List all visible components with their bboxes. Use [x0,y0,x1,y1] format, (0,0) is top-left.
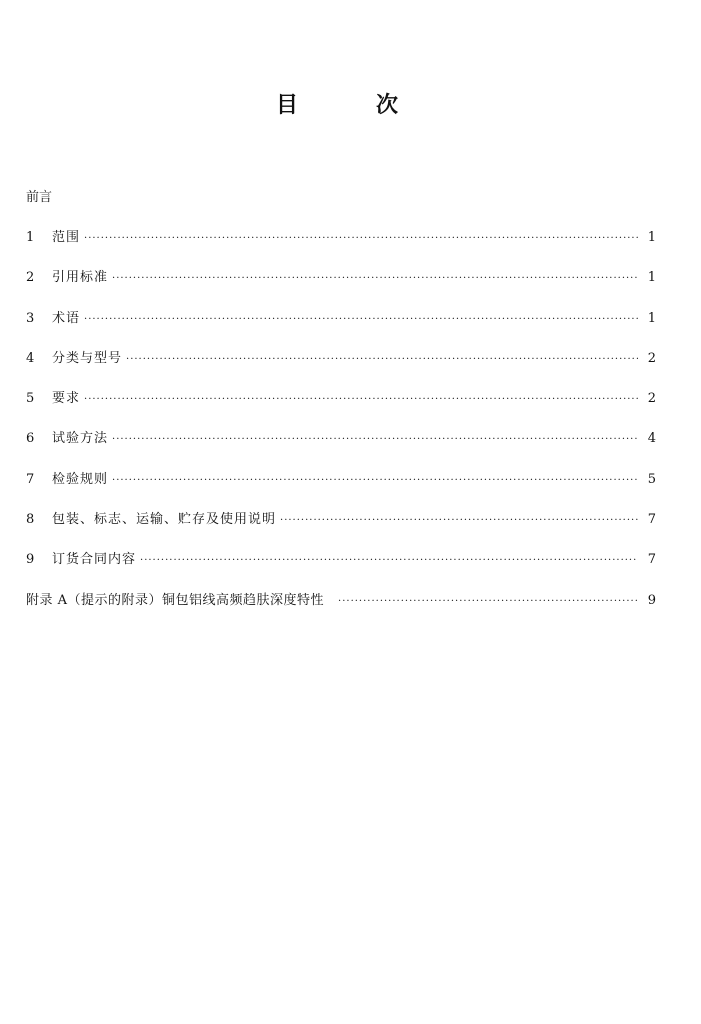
toc-entry-number: 6 [26,431,35,447]
toc-entry-page: 5 [647,471,656,487]
toc-entry-references[interactable] [26,266,656,306]
title-char-2: 次 [376,93,399,118]
toc-leader-dots [84,234,638,244]
toc-entry-number: 2 [26,270,35,286]
toc-leader-dots [112,274,638,284]
toc-leader-dots [84,395,638,405]
toc-leader-dots [112,435,638,445]
toc-entry-page: 7 [647,552,656,568]
toc-entry-scope[interactable] [26,226,656,266]
toc-entry-packaging[interactable] [26,508,656,548]
toc-entry-page: 7 [647,512,656,528]
title-char-1: 目 [276,93,299,118]
toc-entry-number: 1 [26,230,35,245]
toc-entry-label: 订货合同内容 [52,552,137,568]
toc-entry-label: 分类与型号 [52,350,123,366]
page-title [0,88,701,120]
toc-entry-page: 1 [647,270,656,286]
toc-entry-order-contract[interactable] [26,548,656,588]
toc-entry-number: 5 [26,391,35,407]
toc-entry-label: 术语 [52,310,81,326]
toc-entry-test-methods[interactable] [26,427,656,467]
toc-entry-classification[interactable] [26,347,656,387]
toc-leader-dots [112,476,638,486]
toc-entry-number: 3 [26,310,35,326]
toc-entry-page: 2 [647,391,656,407]
toc-entry-label: 引用标准 [52,270,109,286]
toc-entry-page: 1 [647,310,656,326]
toc-entry-number: 4 [26,350,35,366]
toc-entry-page: 2 [647,350,656,366]
toc-leader-dots [280,516,638,526]
toc-leader-dots [126,355,638,365]
toc-entry-label: 试验方法 [52,431,109,447]
toc-entry-number: 8 [26,512,35,528]
toc-entry-label: 范围 [52,230,81,245]
toc-entry-appendix-a[interactable] [26,589,656,629]
toc-leader-dots [84,315,638,325]
toc-entry-inspection-rules[interactable] [26,468,656,508]
table-of-contents [26,226,656,629]
toc-leader-dots [140,556,638,566]
toc-entry-label: 检验规则 [52,471,109,487]
toc-entry-label: 附录 A（提示的附录）铜包铝线高频趋肤深度特性 [26,592,325,608]
toc-entry-number: 9 [26,552,35,568]
toc-entry-page: 1 [647,230,656,245]
toc-entry-number: 7 [26,471,35,487]
toc-entry-page: 4 [647,431,656,447]
toc-entry-requirements[interactable] [26,387,656,427]
toc-entry-page: 9 [647,592,656,608]
toc-entry-preface[interactable]: 前言 [26,190,53,205]
toc-entry-terms[interactable] [26,307,656,347]
toc-entry-label: 包装、标志、运输、贮存及使用说明 [52,512,277,528]
toc-leader-dots [338,597,638,607]
toc-entry-label: 要求 [52,391,81,407]
